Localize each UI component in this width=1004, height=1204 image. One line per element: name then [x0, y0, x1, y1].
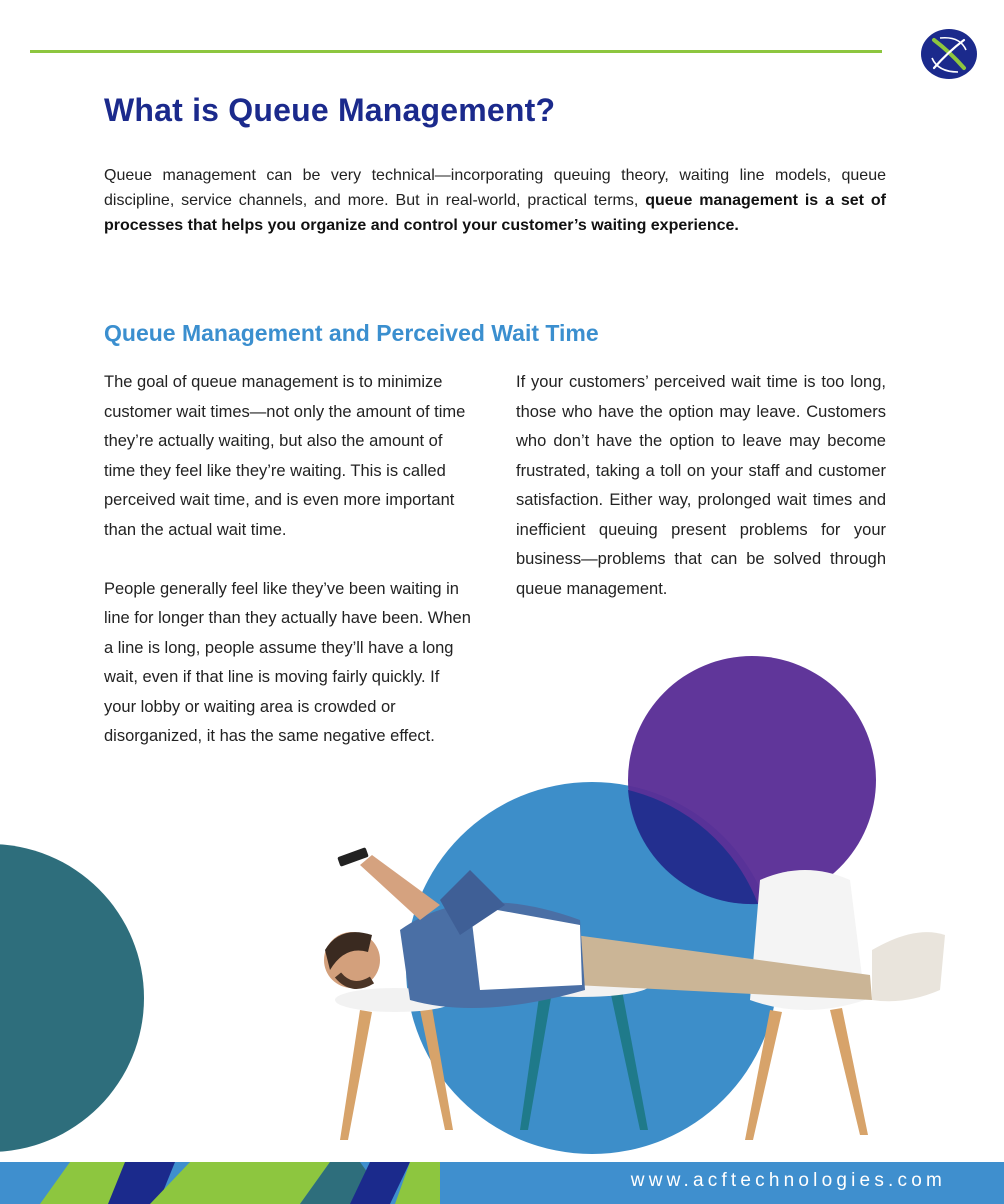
acf-logo-icon	[920, 28, 978, 80]
intro-paragraph	[104, 163, 886, 238]
footer-url[interactable]: www.acftechnologies.com	[630, 1170, 946, 1191]
intro-text: Queue management can be very technical—incorporating queuing theory, waiting line models, queue discipline, service channels, and more. But in real-world, practical terms,	[104, 167, 886, 209]
right-column	[516, 368, 886, 604]
top-rule	[30, 50, 882, 53]
right-paragraph-1: If your customers’ perceived wait time is too long, those who have the option may leave. Customers who don’t have the option to leave may become frustrated, taking a toll on your staff and customer satisfaction. Either way, prolonged wait times and inefficient queuing present problems for your business—problems that can be solved through queue management.	[516, 373, 886, 598]
section-title: Queue Management and Perceived Wait Time	[104, 320, 599, 346]
teal-circle	[0, 844, 144, 1152]
decorative-illustration	[0, 640, 1004, 1204]
left-paragraph-2: People generally feel like they’ve been waiting in line for longer than they actually have been. When a line is long, people assume they’ll have a long wait, even if that line is moving fairly quickly. If your lobby or waiting area is crowded or disorganized, it has the same negative effect.	[104, 579, 471, 745]
page-title: What is Queue Management?	[104, 92, 556, 128]
intro-bold-text: queue management is a set of processes that helps you organize and control your customer’s waiting experience.	[104, 192, 887, 234]
left-paragraph-1: The goal of queue management is to minimize customer wait times—not only the amount of time they’re actually waiting, but also the amount of time they feel like they’re waiting. This is called perceived wait time, and is even more important than the actual wait time.	[104, 373, 466, 539]
